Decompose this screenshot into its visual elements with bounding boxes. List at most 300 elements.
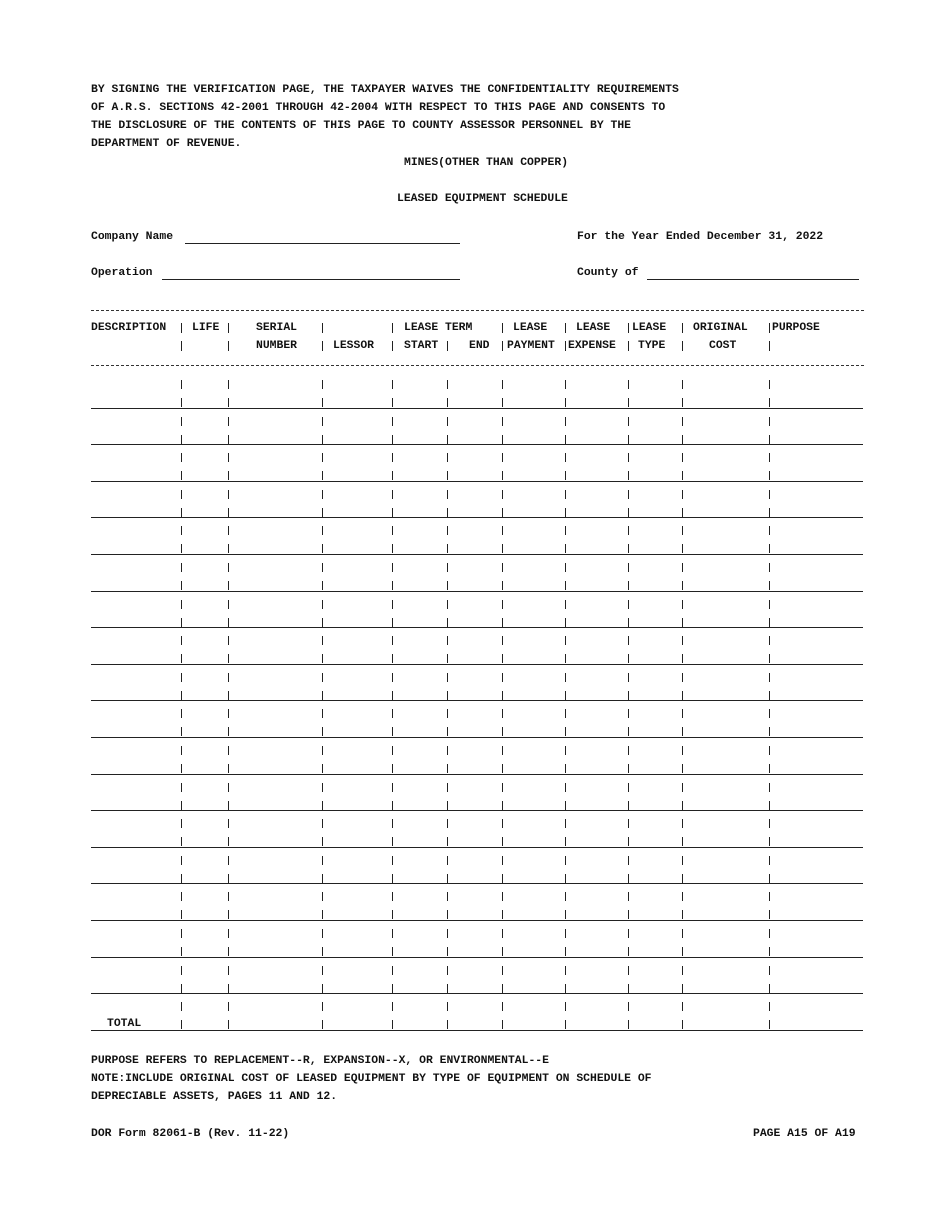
waiver-line-3: THE DISCLOSURE OF THE CONTENTS OF THIS PAGE TO COUNTY ASSESSOR PERSONNEL BY THE bbox=[91, 120, 632, 132]
row-divider bbox=[682, 856, 683, 865]
col-lease-type-top: LEASE bbox=[632, 322, 667, 334]
row-divider bbox=[322, 526, 323, 535]
row-divider bbox=[228, 618, 229, 627]
row-divider bbox=[628, 508, 629, 517]
row-divider bbox=[181, 1020, 182, 1029]
row-divider bbox=[322, 636, 323, 645]
row-divider bbox=[628, 435, 629, 444]
header-divider bbox=[769, 341, 770, 351]
row-divider bbox=[502, 691, 503, 700]
row-divider bbox=[628, 490, 629, 499]
row-divider bbox=[565, 874, 566, 883]
row-divider bbox=[181, 490, 182, 499]
header-divider bbox=[322, 341, 323, 351]
row-divider bbox=[181, 929, 182, 938]
row-divider bbox=[565, 417, 566, 426]
row-divider bbox=[322, 544, 323, 553]
col-lease-payment-top: LEASE bbox=[513, 322, 548, 334]
row-divider bbox=[392, 453, 393, 462]
row-divider bbox=[565, 727, 566, 736]
row-divider bbox=[322, 837, 323, 846]
row-divider bbox=[228, 453, 229, 462]
row-divider bbox=[447, 984, 448, 993]
row-divider bbox=[392, 654, 393, 663]
row-divider bbox=[322, 490, 323, 499]
row-divider bbox=[502, 435, 503, 444]
header-divider bbox=[181, 323, 182, 333]
row-divider bbox=[502, 727, 503, 736]
row-divider bbox=[628, 1002, 629, 1011]
row-divider bbox=[181, 709, 182, 718]
row-divider bbox=[628, 837, 629, 846]
operation-field[interactable] bbox=[162, 279, 460, 280]
row-divider bbox=[322, 947, 323, 956]
row-divider bbox=[769, 727, 770, 736]
row-divider bbox=[769, 709, 770, 718]
row-divider bbox=[181, 563, 182, 572]
row-divider bbox=[322, 910, 323, 919]
row-divider bbox=[392, 618, 393, 627]
row-divider bbox=[392, 801, 393, 810]
col-purpose: PURPOSE bbox=[772, 322, 820, 334]
row-divider bbox=[228, 856, 229, 865]
row-divider bbox=[392, 1002, 393, 1011]
header-bottom-separator bbox=[91, 365, 864, 366]
col-description: DESCRIPTION bbox=[91, 322, 167, 334]
row-divider bbox=[228, 764, 229, 773]
row-divider bbox=[769, 819, 770, 828]
row-divider bbox=[392, 727, 393, 736]
header-divider bbox=[682, 341, 683, 351]
row-divider bbox=[628, 801, 629, 810]
row-divider bbox=[682, 636, 683, 645]
col-payment: PAYMENT bbox=[507, 340, 555, 352]
row-divider bbox=[682, 673, 683, 682]
row-divider bbox=[565, 947, 566, 956]
row-divider bbox=[502, 453, 503, 462]
row-divider bbox=[769, 380, 770, 389]
row-divider bbox=[682, 1020, 683, 1029]
row-divider bbox=[322, 691, 323, 700]
row-divider bbox=[392, 947, 393, 956]
row-divider bbox=[322, 819, 323, 828]
row-divider bbox=[392, 874, 393, 883]
row-divider bbox=[628, 727, 629, 736]
row-underline bbox=[91, 883, 863, 884]
header-divider bbox=[502, 323, 503, 333]
row-divider bbox=[565, 910, 566, 919]
row-divider bbox=[447, 490, 448, 499]
row-divider bbox=[628, 984, 629, 993]
row-divider bbox=[628, 709, 629, 718]
row-divider bbox=[181, 874, 182, 883]
row-divider bbox=[228, 892, 229, 901]
row-divider bbox=[181, 764, 182, 773]
row-underline bbox=[91, 444, 863, 445]
row-divider bbox=[447, 947, 448, 956]
row-divider bbox=[228, 984, 229, 993]
header-divider bbox=[228, 323, 229, 333]
row-divider bbox=[181, 910, 182, 919]
row-divider bbox=[228, 417, 229, 426]
row-underline bbox=[91, 810, 863, 811]
row-divider bbox=[628, 819, 629, 828]
row-divider bbox=[181, 746, 182, 755]
row-divider bbox=[769, 856, 770, 865]
row-divider bbox=[181, 654, 182, 663]
row-divider bbox=[322, 874, 323, 883]
row-divider bbox=[447, 874, 448, 883]
waiver-line-4: DEPARTMENT OF REVENUE. bbox=[91, 138, 242, 150]
row-divider bbox=[769, 600, 770, 609]
county-field[interactable] bbox=[647, 279, 859, 280]
row-divider bbox=[502, 1020, 503, 1029]
row-divider bbox=[392, 544, 393, 553]
row-divider bbox=[565, 856, 566, 865]
row-divider bbox=[322, 727, 323, 736]
form-number: DOR Form 82061-B (Rev. 11-22) bbox=[91, 1128, 290, 1140]
row-divider bbox=[322, 618, 323, 627]
row-divider bbox=[502, 581, 503, 590]
row-divider bbox=[322, 380, 323, 389]
row-divider bbox=[502, 417, 503, 426]
row-divider bbox=[769, 398, 770, 407]
row-divider bbox=[228, 691, 229, 700]
row-divider bbox=[228, 636, 229, 645]
row-divider bbox=[682, 563, 683, 572]
row-divider bbox=[228, 910, 229, 919]
row-divider bbox=[322, 1002, 323, 1011]
row-divider bbox=[628, 673, 629, 682]
row-divider bbox=[392, 398, 393, 407]
row-divider bbox=[769, 654, 770, 663]
row-divider bbox=[181, 398, 182, 407]
row-divider bbox=[322, 1020, 323, 1029]
row-divider bbox=[628, 526, 629, 535]
row-divider bbox=[769, 526, 770, 535]
row-divider bbox=[181, 435, 182, 444]
row-divider bbox=[628, 892, 629, 901]
row-divider bbox=[502, 966, 503, 975]
note-line-2: DEPRECIABLE ASSETS, PAGES 11 AND 12. bbox=[91, 1091, 338, 1103]
header-divider bbox=[502, 341, 503, 351]
row-divider bbox=[322, 856, 323, 865]
row-divider bbox=[447, 709, 448, 718]
row-divider bbox=[322, 417, 323, 426]
row-divider bbox=[565, 435, 566, 444]
row-underline bbox=[91, 1030, 863, 1031]
row-divider bbox=[181, 526, 182, 535]
row-underline bbox=[91, 481, 863, 482]
operation-label: Operation bbox=[91, 267, 153, 279]
row-divider bbox=[228, 929, 229, 938]
row-divider bbox=[392, 709, 393, 718]
header-divider bbox=[447, 341, 448, 351]
row-divider bbox=[181, 727, 182, 736]
row-divider bbox=[682, 490, 683, 499]
schedule-title: LEASED EQUIPMENT SCHEDULE bbox=[397, 193, 568, 205]
row-divider bbox=[502, 910, 503, 919]
row-divider bbox=[322, 966, 323, 975]
col-type: TYPE bbox=[638, 340, 666, 352]
row-divider bbox=[447, 398, 448, 407]
row-divider bbox=[565, 490, 566, 499]
row-divider bbox=[322, 453, 323, 462]
row-divider bbox=[447, 966, 448, 975]
waiver-line-1: BY SIGNING THE VERIFICATION PAGE, THE TAXPAYER WAIVES THE CONFIDENTIALITY REQUIREMENTS bbox=[91, 84, 679, 96]
row-divider bbox=[502, 837, 503, 846]
row-divider bbox=[181, 801, 182, 810]
row-divider bbox=[628, 471, 629, 480]
row-divider bbox=[628, 856, 629, 865]
row-divider bbox=[181, 417, 182, 426]
header-divider bbox=[392, 341, 393, 351]
row-divider bbox=[628, 874, 629, 883]
row-underline bbox=[91, 920, 863, 921]
row-divider bbox=[682, 709, 683, 718]
row-divider bbox=[392, 526, 393, 535]
row-divider bbox=[502, 801, 503, 810]
row-divider bbox=[628, 544, 629, 553]
row-divider bbox=[682, 910, 683, 919]
row-divider bbox=[392, 600, 393, 609]
header-divider bbox=[322, 323, 323, 333]
row-divider bbox=[392, 380, 393, 389]
row-divider bbox=[447, 508, 448, 517]
row-divider bbox=[181, 856, 182, 865]
row-divider bbox=[769, 490, 770, 499]
row-divider bbox=[322, 471, 323, 480]
row-underline bbox=[91, 957, 863, 958]
row-divider bbox=[228, 471, 229, 480]
row-divider bbox=[682, 581, 683, 590]
row-divider bbox=[228, 947, 229, 956]
row-divider bbox=[769, 691, 770, 700]
row-divider bbox=[502, 544, 503, 553]
purpose-footnote: PURPOSE REFERS TO REPLACEMENT--R, EXPANSION--X, OR ENVIRONMENTAL--E bbox=[91, 1055, 549, 1067]
row-divider bbox=[392, 673, 393, 682]
row-underline bbox=[91, 591, 863, 592]
row-divider bbox=[228, 490, 229, 499]
row-divider bbox=[502, 929, 503, 938]
row-divider bbox=[322, 581, 323, 590]
row-divider bbox=[502, 398, 503, 407]
row-divider bbox=[447, 471, 448, 480]
row-divider bbox=[447, 654, 448, 663]
row-divider bbox=[628, 398, 629, 407]
row-divider bbox=[228, 874, 229, 883]
row-underline bbox=[91, 847, 863, 848]
row-divider bbox=[322, 783, 323, 792]
col-cost: COST bbox=[709, 340, 737, 352]
header-divider bbox=[628, 341, 629, 351]
row-divider bbox=[769, 435, 770, 444]
row-divider bbox=[769, 984, 770, 993]
row-divider bbox=[181, 783, 182, 792]
row-divider bbox=[502, 892, 503, 901]
row-divider bbox=[502, 764, 503, 773]
row-divider bbox=[682, 727, 683, 736]
row-divider bbox=[502, 654, 503, 663]
row-divider bbox=[769, 581, 770, 590]
row-divider bbox=[502, 526, 503, 535]
row-divider bbox=[181, 618, 182, 627]
form-title: MINES(OTHER THAN COPPER) bbox=[404, 157, 569, 169]
row-divider bbox=[181, 471, 182, 480]
row-divider bbox=[447, 453, 448, 462]
row-divider bbox=[228, 544, 229, 553]
row-divider bbox=[682, 801, 683, 810]
row-divider bbox=[682, 600, 683, 609]
row-divider bbox=[322, 801, 323, 810]
row-divider bbox=[447, 600, 448, 609]
row-divider bbox=[181, 600, 182, 609]
row-divider bbox=[447, 526, 448, 535]
row-divider bbox=[447, 837, 448, 846]
row-divider bbox=[181, 691, 182, 700]
row-divider bbox=[447, 563, 448, 572]
row-divider bbox=[565, 673, 566, 682]
row-divider bbox=[682, 453, 683, 462]
row-divider bbox=[447, 801, 448, 810]
col-number: NUMBER bbox=[256, 340, 298, 352]
row-divider bbox=[682, 654, 683, 663]
row-divider bbox=[565, 892, 566, 901]
row-divider bbox=[502, 380, 503, 389]
row-divider bbox=[628, 654, 629, 663]
col-original: ORIGINAL bbox=[693, 322, 748, 334]
row-divider bbox=[628, 783, 629, 792]
row-divider bbox=[392, 435, 393, 444]
row-divider bbox=[502, 636, 503, 645]
row-divider bbox=[682, 544, 683, 553]
header-divider bbox=[181, 341, 182, 351]
row-divider bbox=[769, 783, 770, 792]
row-divider bbox=[392, 929, 393, 938]
row-divider bbox=[682, 929, 683, 938]
row-divider bbox=[565, 600, 566, 609]
row-divider bbox=[769, 453, 770, 462]
row-divider bbox=[447, 783, 448, 792]
row-divider bbox=[322, 654, 323, 663]
row-divider bbox=[322, 398, 323, 407]
row-divider bbox=[502, 471, 503, 480]
row-divider bbox=[769, 636, 770, 645]
row-divider bbox=[682, 526, 683, 535]
row-divider bbox=[565, 563, 566, 572]
row-divider bbox=[447, 727, 448, 736]
row-divider bbox=[228, 435, 229, 444]
row-divider bbox=[565, 398, 566, 407]
row-divider bbox=[565, 544, 566, 553]
header-divider bbox=[228, 341, 229, 351]
row-divider bbox=[682, 746, 683, 755]
row-divider bbox=[181, 947, 182, 956]
row-divider bbox=[682, 966, 683, 975]
row-divider bbox=[565, 764, 566, 773]
row-divider bbox=[682, 947, 683, 956]
row-divider bbox=[228, 966, 229, 975]
row-underline bbox=[91, 408, 863, 409]
row-divider bbox=[565, 581, 566, 590]
row-underline bbox=[91, 664, 863, 665]
row-divider bbox=[769, 892, 770, 901]
row-divider bbox=[769, 874, 770, 883]
row-divider bbox=[628, 966, 629, 975]
row-divider bbox=[447, 636, 448, 645]
company-name-field[interactable] bbox=[185, 243, 460, 244]
header-divider bbox=[565, 323, 566, 333]
row-divider bbox=[392, 783, 393, 792]
row-divider bbox=[769, 417, 770, 426]
row-divider bbox=[769, 471, 770, 480]
header-divider bbox=[769, 323, 770, 333]
header-divider bbox=[682, 323, 683, 333]
row-divider bbox=[392, 984, 393, 993]
row-divider bbox=[181, 544, 182, 553]
row-divider bbox=[565, 819, 566, 828]
row-divider bbox=[502, 508, 503, 517]
col-lease-expense-top: LEASE bbox=[576, 322, 611, 334]
row-divider bbox=[502, 600, 503, 609]
row-divider bbox=[181, 984, 182, 993]
row-divider bbox=[447, 544, 448, 553]
row-divider bbox=[392, 746, 393, 755]
row-divider bbox=[682, 783, 683, 792]
header-divider bbox=[628, 323, 629, 333]
row-divider bbox=[565, 801, 566, 810]
row-divider bbox=[322, 563, 323, 572]
row-divider bbox=[228, 581, 229, 590]
row-divider bbox=[502, 490, 503, 499]
row-divider bbox=[447, 1020, 448, 1029]
header-divider bbox=[392, 323, 393, 333]
row-divider bbox=[628, 636, 629, 645]
row-divider bbox=[228, 563, 229, 572]
row-divider bbox=[228, 508, 229, 517]
row-underline bbox=[91, 774, 863, 775]
row-divider bbox=[228, 526, 229, 535]
row-divider bbox=[565, 526, 566, 535]
row-divider bbox=[447, 417, 448, 426]
row-divider bbox=[228, 600, 229, 609]
row-divider bbox=[228, 837, 229, 846]
row-divider bbox=[181, 581, 182, 590]
col-end: END bbox=[469, 340, 490, 352]
row-divider bbox=[628, 764, 629, 773]
row-divider bbox=[392, 910, 393, 919]
row-divider bbox=[502, 947, 503, 956]
row-divider bbox=[447, 618, 448, 627]
row-divider bbox=[565, 380, 566, 389]
row-divider bbox=[322, 600, 323, 609]
row-divider bbox=[447, 892, 448, 901]
row-divider bbox=[322, 746, 323, 755]
row-divider bbox=[447, 764, 448, 773]
row-divider bbox=[769, 966, 770, 975]
row-divider bbox=[392, 563, 393, 572]
row-divider bbox=[565, 1002, 566, 1011]
row-divider bbox=[769, 929, 770, 938]
row-divider bbox=[447, 380, 448, 389]
company-name-label: Company Name bbox=[91, 231, 174, 243]
col-start: START bbox=[404, 340, 439, 352]
row-divider bbox=[682, 837, 683, 846]
row-divider bbox=[228, 1002, 229, 1011]
note-line-1: NOTE:INCLUDE ORIGINAL COST OF LEASED EQUIPMENT BY TYPE OF EQUIPMENT ON SCHEDULE OF bbox=[91, 1073, 652, 1085]
row-divider bbox=[769, 508, 770, 517]
row-divider bbox=[682, 471, 683, 480]
